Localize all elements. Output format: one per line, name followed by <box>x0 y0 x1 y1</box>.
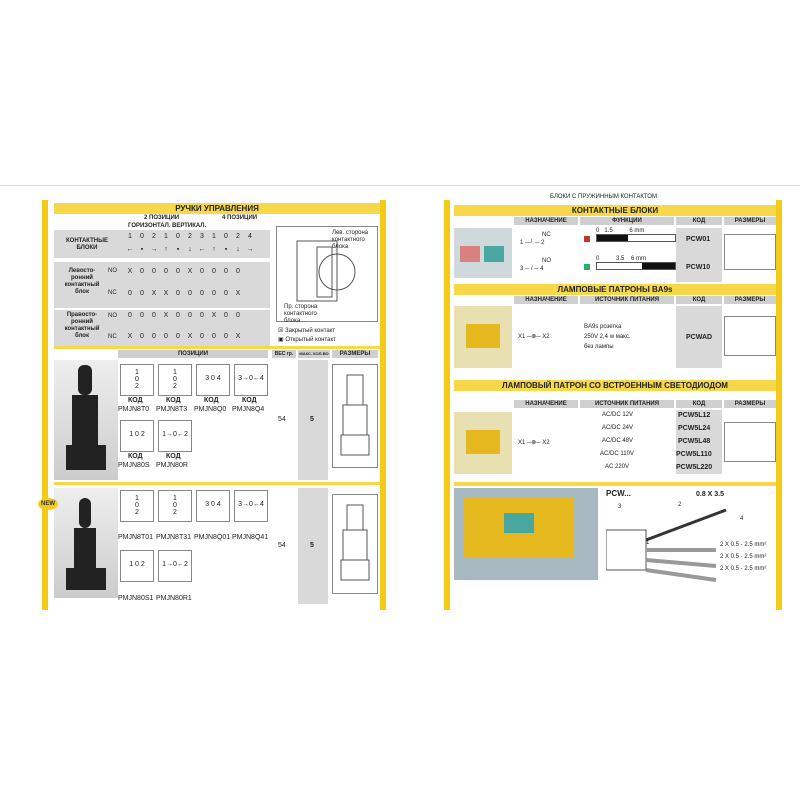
left-side-note: Лев. сторона контактного блока <box>332 230 369 250</box>
x1: X1 <box>518 334 526 340</box>
size-drawing <box>724 422 776 462</box>
col-code: КОД <box>676 296 722 304</box>
product-code: PMJN80R1 <box>156 595 192 602</box>
lamp-symbol: X1 ─⊗─ X2 <box>518 334 550 340</box>
lamp-text: BA9s розетка <box>584 324 622 330</box>
col-purpose: НАЗНАЧЕНИЕ <box>514 400 578 408</box>
pos-diagram: 3→0←4 <box>234 364 268 396</box>
dimension-drawing-icon <box>333 495 377 593</box>
scale: 0 <box>596 256 600 262</box>
cell: X <box>151 290 157 297</box>
joystick-photo-2 <box>54 488 118 598</box>
cell: 0 <box>140 312 144 319</box>
voltage: AC 220V <box>605 464 630 470</box>
pos-diagram: 1 0 2 <box>120 420 154 452</box>
red-square-icon <box>584 236 590 242</box>
no-label: NO <box>108 313 117 319</box>
num: 0 <box>176 233 180 240</box>
col-source: ИСТОЧНИК ПИТАНИЯ <box>580 296 674 304</box>
x2: X2 <box>542 334 550 340</box>
qty-header: МАКС. КОЛ-ВО <box>299 351 329 356</box>
cell: 0 <box>212 333 216 340</box>
cell: 0 <box>200 333 204 340</box>
lamp-text: без лампы <box>584 344 614 350</box>
step-1: 1 <box>646 540 650 546</box>
matrix-row-3 <box>124 310 244 322</box>
col-source: ИСТОЧНИК ПИТАНИЯ <box>580 400 674 408</box>
col-sizes: РАЗМЕРЫ <box>724 296 776 304</box>
contact-blocks-label: КОНТАКТНЫЕ БЛОКИ <box>66 238 108 251</box>
cell: 0 <box>224 268 228 275</box>
code-label: КОД <box>128 453 143 460</box>
cell: 0 <box>200 268 204 275</box>
col-sizes: РАЗМЕРЫ <box>724 217 776 225</box>
cell: 0 <box>236 268 240 275</box>
scale: 6 mm <box>629 228 645 234</box>
cell: 0 <box>200 312 204 319</box>
num: 0 <box>140 233 144 240</box>
left-title: РУЧКИ УПРАВЛЕНИЯ <box>54 203 380 214</box>
new-badge: NEW <box>38 498 58 510</box>
sec2-title: ЛАМПОВЫЕ ПАТРОНЫ BA9s <box>454 284 776 295</box>
product-code: PMJN8T01 <box>118 534 154 541</box>
cell: 0 <box>176 290 180 297</box>
cell: 0 <box>152 333 156 340</box>
legend-open-text: Открытый контакт <box>285 337 336 343</box>
cell: 0 <box>164 333 168 340</box>
cell: X <box>211 312 217 319</box>
divider <box>54 346 380 349</box>
divider <box>54 482 380 485</box>
contact-blocks-photo <box>454 228 512 278</box>
led-holder-photo <box>454 412 512 474</box>
sec3-title: ЛАМПОВЫЙ ПАТРОН СО ВСТРОЕННЫМ СВЕТОДИОДОМ <box>454 380 776 391</box>
pos-diagram: 1→0←2 <box>158 420 192 452</box>
sec1-title: КОНТАКТНЫЕ БЛОКИ <box>454 205 776 216</box>
col-code: КОД <box>676 400 722 408</box>
qty-value: 5 <box>310 416 314 423</box>
right-header: БЛОКИ С ПРУЖИННЫМ КОНТАКТОМ <box>550 194 657 200</box>
green-square-icon <box>584 264 590 270</box>
left-block-label: Левосто-ронний контактный блок <box>64 268 100 295</box>
cell: 0 <box>152 312 156 319</box>
cell: 0 <box>200 290 204 297</box>
cell: X <box>127 333 133 340</box>
voltage: AC/DC 12V <box>602 412 634 418</box>
arrows-row: ← ▪ → ↑ ▪ ↓ ← ↑ ▪ ↓ → <box>126 246 254 253</box>
pos2-label: 2 ПОЗИЦИИ <box>144 215 180 221</box>
led-code: PCW5L24 <box>678 425 711 432</box>
dimension-drawing-icon <box>333 365 377 467</box>
legend-closed-text: Закрытый контакт <box>285 328 336 334</box>
cell: X <box>163 312 169 319</box>
weight-header: ВЕС гр. <box>272 350 296 358</box>
legend-closed: ☒ Закрытый контакт <box>278 328 336 334</box>
step-2: 2 <box>678 502 682 508</box>
code-label: КОД <box>128 397 143 404</box>
code-label: КОД <box>204 397 219 404</box>
step-4: 4 <box>740 516 744 522</box>
pos4-label: 4 ПОЗИЦИИ <box>222 215 258 221</box>
num: 1 <box>128 233 132 240</box>
wire-spec: 2 X 0.5 - 2.5 mm² <box>720 566 767 572</box>
weight-value: 54 <box>278 542 286 549</box>
code-pcw01: PCW01 <box>686 236 711 243</box>
nc-label: NC <box>108 334 117 340</box>
numbers-row <box>124 231 256 243</box>
led-code: PCW5L220 <box>676 464 713 471</box>
product-code: PMJN8T0 <box>118 406 150 413</box>
num: 3 <box>200 233 204 240</box>
col-purpose: НАЗНАЧЕНИЕ <box>514 217 578 225</box>
code-label: КОД <box>166 397 181 404</box>
right-side-note: Пр. сторона контактного блока <box>284 304 318 324</box>
voltage: AC/DC 110V <box>600 451 634 457</box>
product-code: PMJN8Q41 <box>232 534 269 541</box>
cell: 0 <box>176 268 180 275</box>
cell: 0 <box>224 333 228 340</box>
voltage: AC/DC 24V <box>602 425 634 431</box>
travel-bar-1 <box>596 234 676 242</box>
cell: 0 <box>224 312 228 319</box>
wire-spec: 2 X 0.5 - 2.5 mm² <box>720 542 767 548</box>
num: 2 <box>236 233 240 240</box>
cell: 0 <box>236 312 240 319</box>
col-sizes: РАЗМЕРЫ <box>724 400 776 408</box>
weight-value: 54 <box>278 416 286 423</box>
matrix-row-4 <box>124 331 244 343</box>
pos-diagram: 1 0 2 <box>120 364 154 396</box>
num: 1 <box>212 233 216 240</box>
x1: X1 <box>518 440 526 446</box>
left-page <box>41 200 388 610</box>
scale: 0 <box>596 228 600 234</box>
led-code: PCW5L12 <box>678 412 711 419</box>
num: 2 <box>188 233 192 240</box>
cell: 0 <box>140 290 144 297</box>
right-block-label: Правосто-ронний контактный блок <box>64 312 100 339</box>
no-label: NO <box>542 258 551 264</box>
code-label: КОД <box>242 397 257 404</box>
cell: 0 <box>224 290 228 297</box>
cell: 0 <box>140 333 144 340</box>
led-code: PCW5L110 <box>676 451 712 458</box>
cell: 0 <box>128 312 132 319</box>
cell: 0 <box>176 333 180 340</box>
num: 0 <box>224 233 228 240</box>
top-divider <box>0 185 800 186</box>
scale-2 <box>596 256 646 263</box>
cell: X <box>187 268 193 275</box>
num: 4 <box>248 233 252 240</box>
horiz-label: ГОРИЗОНТАЛ. <box>128 223 171 229</box>
cell: X <box>187 333 193 340</box>
num: 1 <box>164 233 168 240</box>
product-code: PMJN8Q01 <box>194 534 231 541</box>
pos-diagram: 3 0 4 <box>196 364 230 396</box>
nc-label: NC <box>542 232 551 238</box>
product-code: PMJN8T3 <box>156 406 188 413</box>
product-code: PMJN80R <box>156 462 188 469</box>
cell: X <box>127 268 133 275</box>
wire-spec: 2 X 0.5 - 2.5 mm² <box>720 554 767 560</box>
cell: 0 <box>188 290 192 297</box>
positions-header: ПОЗИЦИИ <box>118 350 268 358</box>
lamp-holder-photo <box>454 306 512 368</box>
cell: X <box>235 290 241 297</box>
no-label: NO <box>108 268 117 274</box>
size-drawing-2 <box>332 494 378 594</box>
product-code: PMJN80S1 <box>118 595 154 602</box>
code-pcwad: PCWAD <box>686 334 713 341</box>
cell: 0 <box>212 268 216 275</box>
cell: 0 <box>188 312 192 319</box>
code-pcw10: PCW10 <box>686 264 711 271</box>
product-code: PMJN80S <box>118 462 150 469</box>
cell: 0 <box>140 268 144 275</box>
cell: 0 <box>176 312 180 319</box>
no-symbol: 3 ─ / ─ 4 <box>520 266 544 272</box>
legend-open: ▣ Открытый контакт <box>278 337 336 343</box>
pos-diagram: 1 0 2 <box>158 364 192 396</box>
scale: 1.5 <box>604 228 613 234</box>
pos-diagram: 3→0←4 <box>234 490 268 522</box>
product-code: PMJN8Q4 <box>232 406 265 413</box>
divider <box>454 482 776 486</box>
code-label: КОД <box>166 453 181 460</box>
lamp-text: 250V 2,4 w макс. <box>584 334 631 340</box>
scale: 6 mm <box>631 256 647 262</box>
cell: X <box>163 290 169 297</box>
cell: X <box>235 333 241 340</box>
pos-diagram: 1 0 2 <box>120 490 154 522</box>
product-code: PMJN8T31 <box>156 534 192 541</box>
product-code: PMJN8Q0 <box>194 406 227 413</box>
joystick-photo-1 <box>54 360 118 480</box>
nc-symbol: 1 ─┘ ─ 2 <box>520 240 545 246</box>
col-function: ФУНКЦИИ <box>580 217 674 225</box>
scale: 3.5 <box>616 256 625 262</box>
size-drawing-1 <box>332 364 378 468</box>
voltage: AC/DC 48V <box>602 438 634 444</box>
nc-label: NC <box>108 290 117 296</box>
pos-diagram: 1 0 2 <box>158 490 192 522</box>
matrix-row-1 <box>124 266 244 278</box>
cell: 0 <box>212 290 216 297</box>
x2: X2 <box>542 440 550 446</box>
pos-diagram: 3 0 4 <box>196 490 230 522</box>
scale-1 <box>596 228 644 235</box>
size-drawing <box>724 316 776 356</box>
sizes-header: РАЗМЕРЫ <box>332 350 378 358</box>
travel-bar-2 <box>596 262 676 270</box>
col-code: КОД <box>676 217 722 225</box>
size-drawing <box>724 234 776 270</box>
installation-photo <box>454 488 598 580</box>
vert-label: ВЕРТИКАЛ. <box>172 223 207 229</box>
col-purpose: НАЗНАЧЕНИЕ <box>514 296 578 304</box>
cell: 0 <box>164 268 168 275</box>
right-page <box>450 194 780 610</box>
screw-size: 0.8 X 3.5 <box>696 491 725 498</box>
qty-value: 5 <box>310 542 314 549</box>
matrix-row-2 <box>124 288 244 300</box>
led-symbol: X1 ─⊗─ X2 <box>518 440 550 446</box>
step-3: 3 <box>618 504 622 510</box>
cell: 0 <box>128 290 132 297</box>
pos-diagram: 1→0←2 <box>158 550 192 582</box>
num: 2 <box>152 233 156 240</box>
led-code: PCW5L48 <box>678 438 711 445</box>
pos-diagram: 1 0 2 <box>120 550 154 582</box>
pcw-label: PCW... <box>606 489 631 498</box>
cell: 0 <box>152 268 156 275</box>
